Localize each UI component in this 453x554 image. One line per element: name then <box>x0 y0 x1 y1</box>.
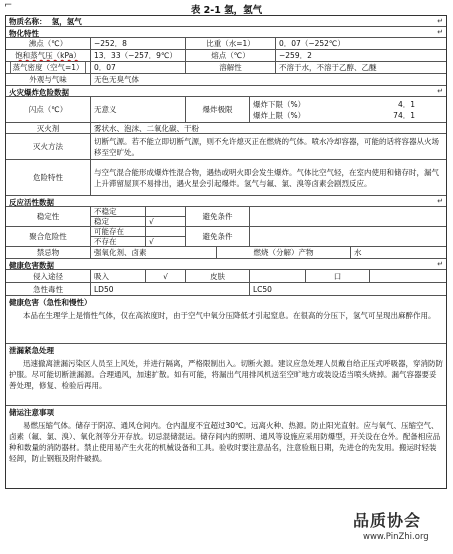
route-inhalation-check: √ <box>146 270 186 282</box>
row-polymerization <box>6 227 446 247</box>
method-value: 切断气源。若不能立即切断气源，则不允许熄灭正在燃烧的气体。喷水冷却容器，可能的话将容器从火场移至空旷处。 <box>94 136 439 157</box>
solubility-label: 溶解性 <box>186 62 276 73</box>
polymerization-label: 聚合危险性 <box>6 227 91 246</box>
incompatible-value: 强氧化剂、卤素 <box>91 247 217 258</box>
stability-checks <box>146 207 186 226</box>
route-oral: 口 <box>306 270 370 282</box>
explosion-upper: 爆炸上限（%） 74．1 <box>253 110 415 120</box>
section-reactivity: 反应活性数据 ↵ <box>6 196 446 207</box>
leak-text: 迅速撤离泄漏污染区人员至上风处，并进行隔离，严格限制出入。切断火源。建议应急处理人员戴自给正压式呼吸器，穿消防防护服。尽可能切断泄漏源。合理通风，加速扩散。如有可能，将漏出气用排风机送至空旷地方或装设适当喷头烧掉。漏气容器要妥善处理，修复、检验后再用。 <box>9 359 443 390</box>
row-boiling <box>6 38 446 50</box>
polymerization-possible: 可能存在 <box>91 227 145 237</box>
section-leak <box>6 344 446 406</box>
stability-unstable: 不稳定 <box>91 207 145 217</box>
storage-text: 易燃压缩气体。储存于阴凉、通风仓间内。仓内温度不宜超过30℃。远离火种、热源。防止阳光直射。应与氧气、压缩空气、卤素（氟、氯、溴）、氧化剂等分开存放。切忌混储混运。储存间内的照明、通风等设施应采用防爆型，开关设在仓外。配备相应品种和数量的消防器材。禁止使用易产生火花的机械设备和工具。验收时要注意品名，注意验瓶日期，先进仓的先发用。搬运时轻装轻卸，防止钢瓶及附件破损。 <box>9 421 441 463</box>
row-vapor-density <box>6 62 446 74</box>
hazard-label: 危险特性 <box>6 160 91 195</box>
row-incompatible <box>6 247 446 259</box>
stability-avoid-label: 避免条件 <box>186 207 250 226</box>
section-toxicity: 健康危害数据 ↵ <box>6 259 446 270</box>
vp-label: 饱和蒸气压（kPa） <box>6 50 91 61</box>
row-appearance <box>6 74 446 86</box>
mp-label: 熔点（℃） <box>186 50 276 61</box>
route-skin: 皮肤 <box>186 270 250 282</box>
decomposition-label: 燃烧（分解）产物 <box>217 247 351 258</box>
row-stability <box>6 207 446 227</box>
boiling-label: 沸点（℃） <box>6 38 91 49</box>
vd-value: 0．07 <box>91 62 186 73</box>
polymerization-check-mark: √ <box>149 237 154 246</box>
vd-label: 蒸气密度（空气=1） <box>6 62 91 73</box>
vp-value: 13．33（−257．9℃） <box>91 50 186 61</box>
stability-stable: 稳定 <box>94 217 109 226</box>
row-acute <box>6 283 446 296</box>
polymerization-avoid-label: 避免条件 <box>186 227 250 246</box>
explosion-label: 爆炸极限 <box>186 97 250 122</box>
agent-value: 雾状水、泡沫、二氧化碳、干粉 <box>94 123 199 133</box>
incompatible-label: 禁忌物 <box>6 247 91 258</box>
method-label: 灭火方法 <box>6 134 91 159</box>
lc50-label: LC50 <box>253 284 272 294</box>
health-text: 本品在生理学上是惰性气体，仅在高浓度时，由于空气中氧分压降低才引起窒息。在很高的分压下，氢气可呈现出麻醉作用。 <box>23 311 436 320</box>
sg-value: 0．07（−252℃） <box>279 39 345 48</box>
explosion-lower: 爆炸下限（%） 4．1 <box>253 99 415 109</box>
section-health <box>6 296 446 344</box>
ld50-label: LD50 <box>91 283 250 295</box>
stability-label: 稳定性 <box>6 207 91 226</box>
row-route <box>6 270 446 283</box>
appearance-value: 无色无臭气体 <box>94 75 139 84</box>
stability-check-mark: √ <box>149 217 154 226</box>
route-inhalation: 吸入 <box>91 270 146 282</box>
leak-heading: 泄漏紧急处理 <box>9 346 54 355</box>
watermark-url: www.PinZhi.org <box>363 532 429 542</box>
mp-value: −259．2 <box>279 51 312 60</box>
flash-value: 无意义 <box>91 97 186 122</box>
page-corner-mark: ⌐ <box>4 0 13 11</box>
boiling-value: −252．8 <box>91 38 186 49</box>
row-hazard <box>6 160 446 196</box>
storage-heading: 储运注意事项 <box>9 408 54 417</box>
sg-label: 比重（水=1） <box>186 38 276 49</box>
section-fire: 火灾爆炸危险数据 ↵ <box>6 86 446 97</box>
acute-label: 急性毒性 <box>6 283 91 295</box>
row-vapor-pressure <box>6 50 446 62</box>
row-agent <box>6 123 446 134</box>
health-heading: 健康危害（急性和慢性） <box>9 298 92 307</box>
section-physical: 物化特性 ↵ <box>6 27 446 38</box>
polymerization-none: 不存在 <box>94 237 117 246</box>
watermark-logo: 品质协会 <box>353 511 422 530</box>
watermark <box>353 508 449 548</box>
section-storage <box>6 406 446 488</box>
row-method <box>6 134 446 160</box>
table-title: 表 2-1 氢，氢气 <box>190 5 263 16</box>
msds-table <box>5 15 447 489</box>
hazard-value: 与空气混合能形成爆炸性混合物，遇热或明火即会发生爆炸。气体比空气轻，在室内使用和储存时，漏气上升滞留屋顶不易排出，遇火星会引起爆炸。氢气与氟、氯、溴等卤素会剧烈反应。 <box>94 167 439 188</box>
flash-label: 闪点（℃） <box>6 97 91 122</box>
solubility-value: 不溶于水，不溶于乙醇、乙醚 <box>279 63 377 72</box>
polymerization-options <box>91 227 146 246</box>
polymerization-checks <box>146 227 186 246</box>
row-substance-name <box>6 16 446 27</box>
agent-label: 灭火剂 <box>6 123 91 133</box>
explosion-limits <box>250 97 446 122</box>
route-label: 侵入途径 <box>6 270 91 282</box>
appearance-label: 外观与气味 <box>6 74 91 85</box>
substance-name: 物质名称： 氢，氢气 ↵ <box>9 16 443 26</box>
stability-options <box>91 207 146 226</box>
row-flash <box>6 97 446 123</box>
decomposition-value: 水 <box>354 248 362 257</box>
